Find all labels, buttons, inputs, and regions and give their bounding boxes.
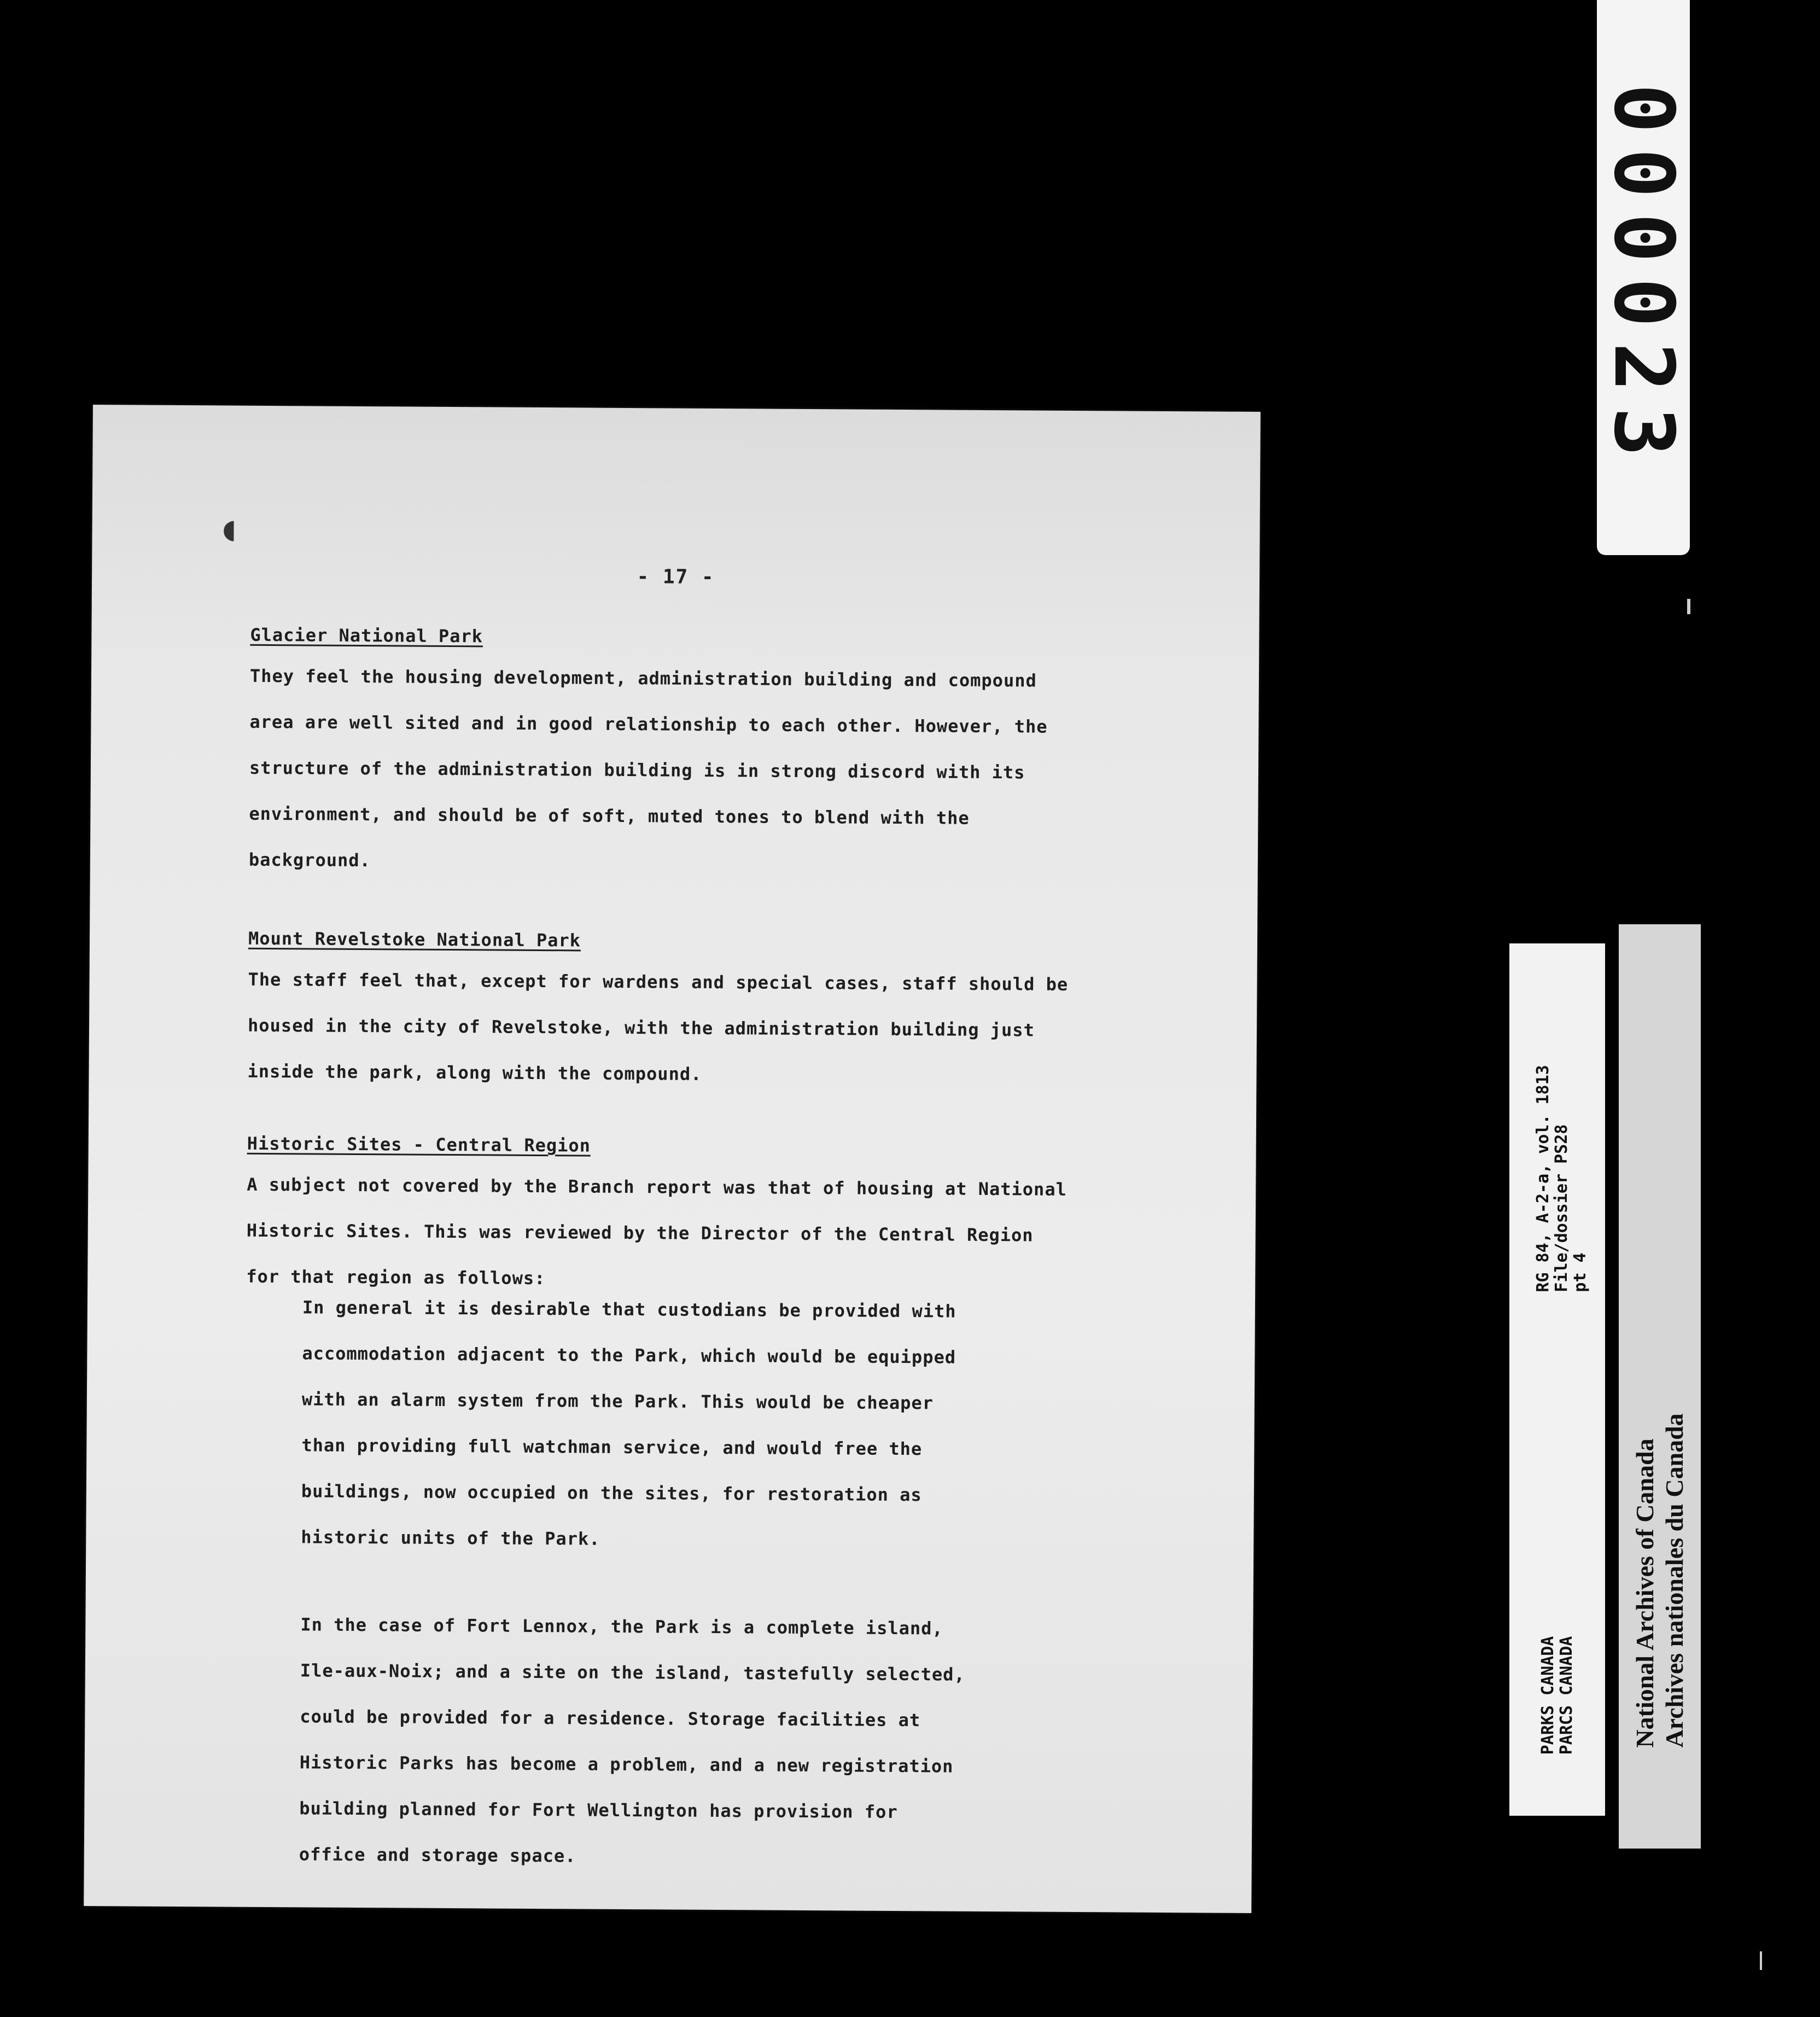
text-line: They feel the housing development, administration building and compound bbox=[249, 665, 1037, 691]
text-line: A subject not covered by the Branch report was that of housing at National bbox=[247, 1174, 1068, 1200]
archive-reference bbox=[1534, 1065, 1590, 1292]
section-mount-revelstoke bbox=[247, 928, 1156, 1100]
text-line: than providing full watchman service, and would free the bbox=[301, 1435, 923, 1460]
section-heading: Historic Sites - Central Region bbox=[247, 1133, 591, 1156]
text-line: building planned for Fort Wellington has provision for bbox=[299, 1798, 898, 1823]
text-line: The staff feel that, except for wardens and special cases, staff should be bbox=[248, 969, 1069, 995]
text-line: accommodation adjacent to the Park, which would be equipped bbox=[302, 1343, 956, 1368]
national-archives-label bbox=[1619, 924, 1701, 1849]
text-line: could be provided for a residence. Storage facilities at bbox=[300, 1706, 921, 1731]
film-speck bbox=[1687, 599, 1690, 614]
text-line: Historic Parks has become a problem, and a new registration bbox=[299, 1752, 954, 1777]
text-line: Ile-aux-Noix; and a site on the island, tastefully selected, bbox=[300, 1660, 965, 1685]
section-heading: Glacier National Park bbox=[250, 624, 483, 647]
section-heading: Mount Revelstoke National Park bbox=[248, 928, 581, 951]
text-line: Historic Sites. This was reviewed by the Director of the Central Region bbox=[246, 1220, 1034, 1246]
reference-line: RG 84, A-2-a, vol. 1813 bbox=[1533, 1065, 1553, 1292]
section-glacier-national-park bbox=[249, 625, 1158, 888]
organization-name bbox=[1539, 1636, 1576, 1755]
text-line: area are well sited and in good relationship to each other. However, the bbox=[249, 711, 1048, 737]
text-line: historic units of the Park. bbox=[301, 1526, 600, 1549]
text-line: structure of the administration building is in strong discord with its bbox=[249, 757, 1025, 783]
punch-hole-mark: ◖ bbox=[222, 514, 237, 545]
film-speck bbox=[1760, 1951, 1762, 1970]
reference-line: pt 4 bbox=[1571, 1252, 1590, 1292]
text-line: buildings, now occupied on the sites, for restoration as bbox=[301, 1480, 922, 1506]
text-line: for that region as follows: bbox=[246, 1266, 546, 1289]
archives-line: Archives nationales du Canada bbox=[1660, 1413, 1688, 1748]
frame-number-label bbox=[1597, 0, 1690, 555]
text-line: office and storage space. bbox=[299, 1844, 576, 1867]
frame-number: 000023 bbox=[1596, 83, 1691, 472]
text-line: housed in the city of Revelstoke, with the administration building just bbox=[247, 1015, 1035, 1041]
quoted-paragraph bbox=[243, 1601, 1152, 1882]
archives-line: National Archives of Canada bbox=[1631, 1438, 1659, 1748]
text-line: with an alarm system from the Park. This would be cheaper bbox=[301, 1389, 934, 1414]
archives-name bbox=[1630, 1413, 1689, 1747]
text-line: In general it is desirable that custodians be provided with bbox=[302, 1297, 956, 1322]
text-line: background. bbox=[248, 849, 371, 871]
text-line: inside the park, along with the compound. bbox=[247, 1060, 702, 1085]
text-line: In the case of Fort Lennox, the Park is a complete island, bbox=[300, 1614, 943, 1639]
page-number: - 17 - bbox=[637, 566, 715, 588]
reference-line: File/dossier PS28 bbox=[1552, 1124, 1571, 1292]
section-historic-sites bbox=[246, 1133, 1155, 1305]
text-line: environment, and should be of soft, muted tones to blend with the bbox=[249, 803, 970, 829]
document-page bbox=[84, 405, 1261, 1913]
quoted-paragraph bbox=[244, 1284, 1154, 1565]
organization-line: PARKS CANADA bbox=[1538, 1636, 1558, 1755]
parks-canada-label bbox=[1509, 943, 1605, 1816]
organization-line: PARCS CANADA bbox=[1557, 1636, 1576, 1755]
